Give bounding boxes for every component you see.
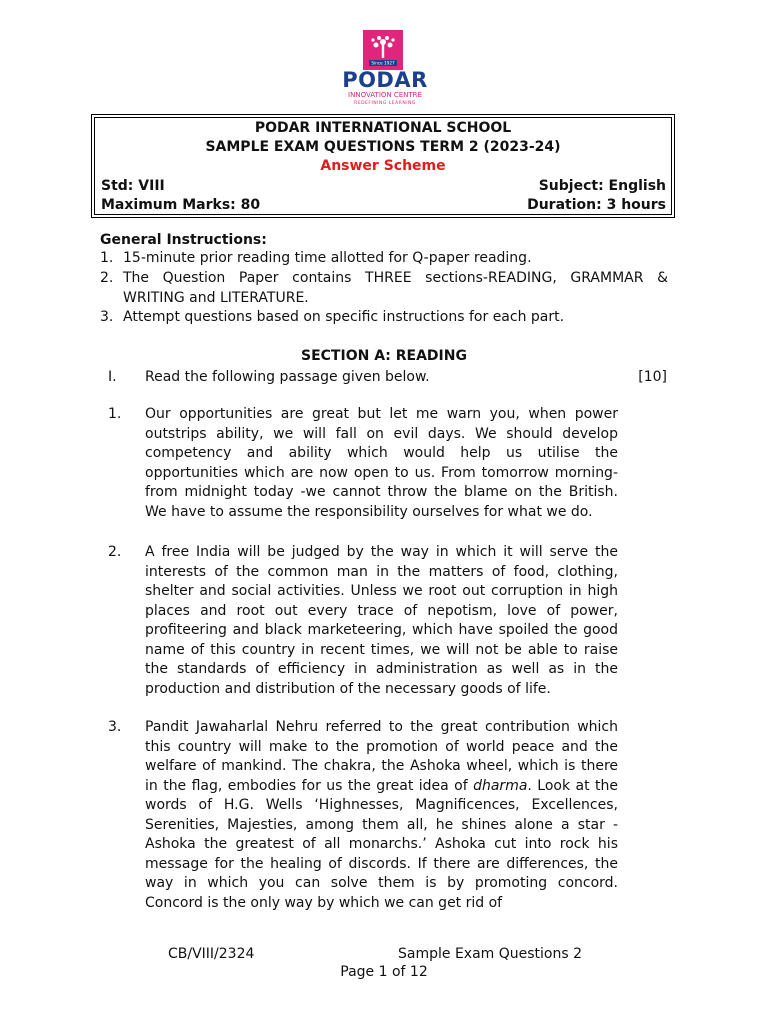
instruction-item (100, 308, 668, 328)
paragraph-text: Our opportunities are great but let me warn you, when power outstrips ability, we will fall on evil days. We should develop competency and ability which would help us utilise the opportunities which are now open to us. From tomorrow morning-from midnight today -we cannot throw the blame on the British. We have to assume the responsibility ourselves for what we do. (145, 406, 618, 520)
answer-scheme-label: Answer Scheme (320, 158, 446, 174)
paragraph-text-part: . Look at the words of H.G. Wells ‘Highnesses, Magnificences, Excellences, Serenities, Majesties, among them all, he shines alone a star -Ashoka the greatest of all monarchs.’ Ashoka cut into rock his message for the healing of discords. If there are differences, the way in which you can solve them is by promoting concord. Concord is the only way by which we can get rid of (145, 777, 618, 911)
paragraph-text (145, 718, 618, 913)
instruction-number: 3. (100, 309, 114, 325)
footer-doc-name: Sample Exam Questions 2 (398, 946, 583, 962)
question-marks: [10] (638, 369, 667, 385)
passage-paragraph (108, 718, 618, 913)
subject-label: Subject: English (538, 178, 666, 194)
question-text: Read the following passage given below. (145, 369, 430, 385)
instruction-number: 1. (100, 250, 114, 266)
duration-label: Duration: 3 hours (527, 197, 666, 213)
paragraph-text-part: Pandit Jawaharlal Nehru referred to the great contribution which this country will make to the promotion of world peace and the welfare of mankind. The chakra, the Ashoka wheel, which is there in the flag, embodies for us the great idea of (145, 719, 618, 794)
instruction-text: Attempt questions based on specific instructions for each part. (123, 309, 565, 325)
logo-name: PODAR (342, 68, 428, 92)
instruction-item (100, 249, 668, 269)
footer-code: CB/VIII/2324 (168, 946, 255, 962)
exam-header (91, 114, 675, 218)
tree-emblem-icon (363, 30, 403, 70)
instructions-title: General Instructions: (100, 232, 267, 248)
passage-paragraph (108, 405, 618, 522)
paragraph-number: 1. (108, 406, 122, 422)
passage-paragraph (108, 543, 618, 699)
instruction-item (100, 269, 668, 308)
page-number: Page 1 of 12 (340, 964, 428, 980)
paragraph-number: 3. (108, 719, 122, 735)
instruction-number: 2. (100, 270, 114, 286)
school-name: PODAR INTERNATIONAL SCHOOL (254, 120, 512, 136)
section-title: SECTION A: READING (301, 348, 467, 364)
logo-tagline: REDEFINING LEARNING (354, 101, 416, 106)
instruction-text: 15-minute prior reading time allotted for Q-paper reading. (123, 250, 532, 266)
logo-badge-text: Since 1927 (371, 60, 395, 66)
std-label: Std: VIII (101, 178, 165, 194)
exam-title: SAMPLE EXAM QUESTIONS TERM 2 (2023-24) (205, 139, 561, 155)
paragraph-text: A free India will be judged by the way in which it will serve the interests of the common man in the matters of food, clothing, shelter and social activities. Unless we root out corruption in high places and root out every trace of nepotism, love of power, profiteering and black marketeering, which have spoiled the good name of this country in recent times, we will not be able to raise the standards of efficiency in administration as well as in the production and distribution of the necessary goods of life. (145, 544, 618, 697)
max-marks-label: Maximum Marks: 80 (101, 197, 261, 213)
paragraph-number: 2. (108, 544, 122, 560)
instruction-text: The Question Paper contains THREE sections-READING, GRAMMAR & WRITING and LITERATURE. (123, 270, 668, 306)
podar-logo (337, 30, 433, 110)
logo-subtitle: INNOVATION CENTRE (348, 91, 422, 99)
question-number: I. (108, 369, 117, 385)
dharma-italic: dharma (473, 777, 528, 794)
